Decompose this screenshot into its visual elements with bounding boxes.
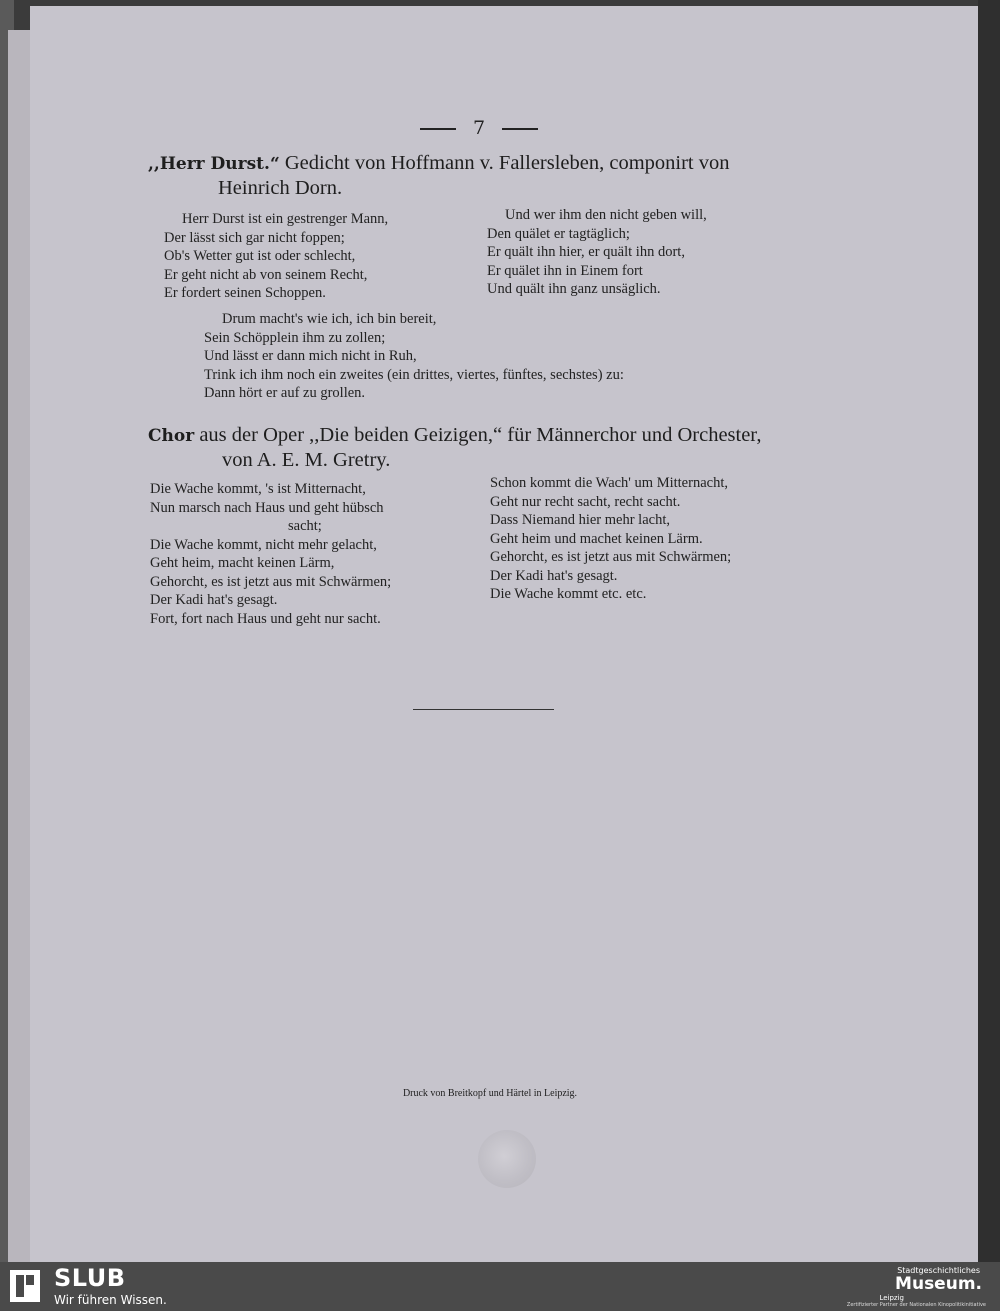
poem-line: Er quält ihn hier, er quält ihn dort, (487, 244, 685, 260)
poem-line: Geht heim und machet keinen Lärm. (490, 530, 703, 547)
poem-line: Sein Schöpplein ihm zu zollen; (204, 329, 386, 346)
poem-line: Der Kadi hat's gesagt. (490, 567, 618, 584)
poem-line: Und quält ihn ganz unsäglich. (487, 281, 661, 297)
poem-line: Drum macht's wie ich, ich bin bereit, (222, 311, 437, 327)
museum-city: Leipzig (879, 1294, 904, 1302)
page-number-dash-right (502, 128, 538, 130)
section1-stanza-center (204, 310, 624, 403)
poem-line: Der lässt sich gar nicht foppen; (164, 229, 345, 246)
poem-line: Herr Durst ist ein gestrenger Mann, (182, 211, 389, 227)
section1-title-line2: Heinrich Dorn. (218, 177, 343, 199)
poem-line: sacht; (288, 518, 322, 534)
poem-line: Er quälet ihn in Einem fort (487, 262, 643, 279)
section2-stanza-left (150, 480, 391, 628)
document-page (30, 6, 978, 1262)
poem-line: Die Wache kommt etc. etc. (490, 586, 647, 602)
poem-line: Dass Niemand hier mehr lacht, (490, 512, 670, 528)
section2-title-rest: aus der Oper ,,Die beiden Geizigen,“ für Männerchor und Orchester, (194, 424, 762, 446)
embossed-seal (478, 1130, 536, 1188)
section1-title-rest: Gedicht von Hoffmann v. Fallersleben, componirt von (279, 152, 730, 174)
poem-line: Er geht nicht ab von seinem Recht, (164, 266, 368, 283)
museum-partner-note: Zertifizierter Partner der Nationalen Kinopolitikinitiative (846, 1302, 986, 1308)
scan-border-right (978, 0, 1000, 1262)
poem-line: Trink ich ihm noch ein zweites (ein drittes, viertes, fünftes, sechstes) zu: (204, 366, 624, 383)
section2-title-line2: von A. E. M. Gretry. (222, 449, 391, 471)
poem-line: Dann hört er auf zu grollen. (204, 385, 366, 401)
poem-line: Ob's Wetter gut ist oder schlecht, (164, 248, 356, 264)
section-divider (413, 709, 554, 710)
poem-line: Die Wache kommt, 's ist Mitternacht, (150, 481, 366, 497)
section1-stanza-right (487, 206, 707, 299)
poem-line: Schon kommt die Wach' um Mitternacht, (490, 475, 728, 491)
slub-tagline: Wir führen Wissen. (54, 1293, 167, 1307)
poem-line: Gehorcht, es ist jetzt aus mit Schwärmen; (490, 549, 732, 565)
section2-title-bold: Chor (148, 426, 195, 446)
poem-line: Geht nur recht sacht, recht sacht. (490, 493, 681, 510)
poem-line: Die Wache kommt, nicht mehr gelacht, (150, 536, 377, 553)
previous-page-edge (8, 30, 31, 1262)
section1-title-bold: ,,Herr Durst.“ (148, 154, 280, 174)
poem-line: Den quälet er tagtäglich; (487, 225, 630, 242)
printer-imprint: Druck von Breitkopf und Härtel in Leipzig. (402, 1088, 578, 1099)
museum-label: Stadtgeschichtliches (897, 1266, 980, 1275)
section1-stanza-left (164, 210, 388, 303)
section1-title (148, 152, 730, 176)
poem-line: Fort, fort nach Haus und geht nur sacht. (150, 610, 381, 627)
footer-bar (0, 1262, 1000, 1311)
poem-line: Geht heim, macht keinen Lärm, (150, 555, 335, 571)
poem-line: Und wer ihm den nicht geben will, (505, 207, 707, 223)
poem-line: Gehorcht, es ist jetzt aus mit Schwärmen; (150, 573, 392, 590)
section2-stanza-right (490, 474, 731, 604)
slub-logo-icon (10, 1270, 40, 1302)
slub-name: SLUB (54, 1264, 126, 1292)
museum-name: Museum. (895, 1274, 982, 1294)
page-number-text: 7 (472, 117, 486, 139)
page-number-dash-left (420, 128, 456, 130)
poem-line: Der Kadi hat's gesagt. (150, 592, 278, 608)
page-number (420, 116, 538, 140)
poem-line: Er fordert seinen Schoppen. (164, 285, 326, 301)
poem-line: Und lässt er dann mich nicht in Ruh, (204, 348, 417, 364)
poem-line: Nun marsch nach Haus und geht hübsch (150, 499, 384, 516)
section2-title (148, 424, 761, 448)
